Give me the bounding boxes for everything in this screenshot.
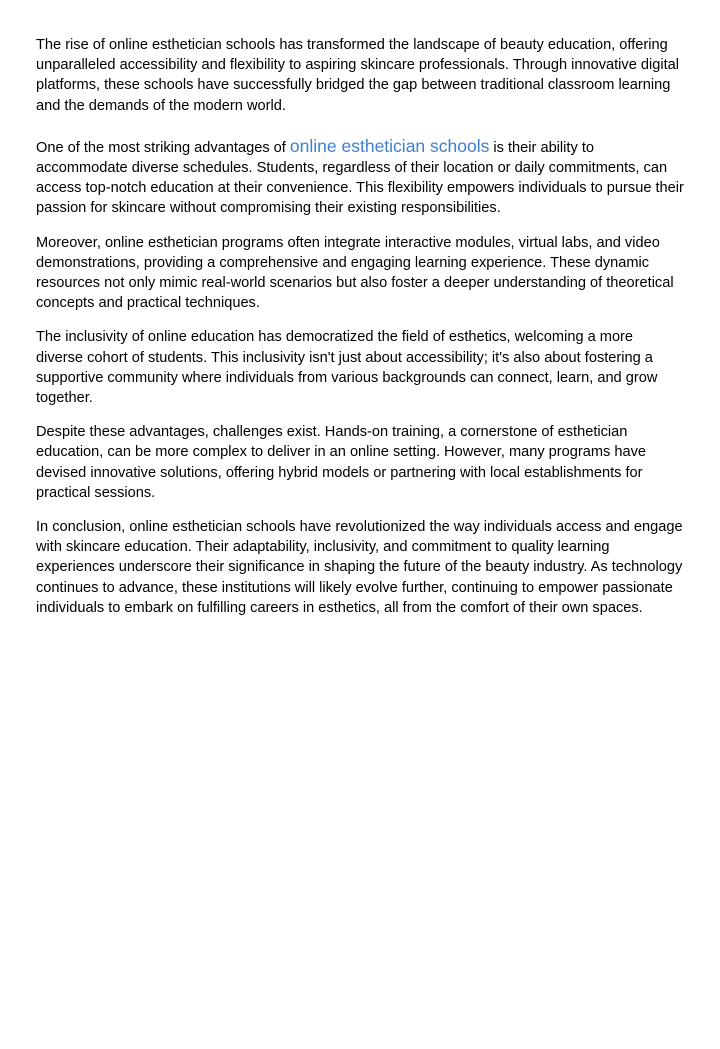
paragraph-advantages (36, 136, 684, 219)
paragraph-conclusion: In conclusion, online esthetician schools have revolutionized the way individuals access and engage with skincare education. Their adaptability, inclusivity, and commitment to quality learning experiences underscore their significance in shaping the future of the beauty industry. As technology continues to advance, these institutions will likely evolve further, continuing to empower passionate individuals to embark on fulfilling careers in esthetics, all from the comfort of their own spaces. (36, 519, 683, 616)
paragraph-challenges: Despite these advantages, challenges exist. Hands-on training, a cornerstone of esthetician education, can be more complex to deliver in an online setting. However, many programs have devised innovative solutions, offering hybrid models or partnering with local establishments for practical sessions. (36, 424, 647, 501)
paragraph-advantages-lead: One of the most striking advantages of (36, 139, 290, 156)
paragraph-advantages-rest: is their ability to accommodate diverse schedules. Students, regardless of their location or daily commitments, can access top-notch education at their convenience. This flexibility empowers individuals to pursue their passion for skincare without compromising their existing responsibilities. (36, 139, 684, 217)
paragraph-interactive-modules: Moreover, online esthetician programs often integrate interactive modules, virtual labs, and video demonstrations, providing a comprehensive and engaging learning experience. These dynamic resources not only mimic real-world scenarios but also foster a deeper understanding of theoretical concepts and practical techniques. (36, 234, 674, 312)
online-esthetician-schools-link[interactable]: online esthetician schools (289, 135, 490, 156)
paragraph-intro: The rise of online esthetician schools has transformed the landscape of beauty education, offering unparalleled accessibility and flexibility to aspiring skincare professionals. Through innovative digital platforms, these schools have successfully bridged the gap between traditional classroom learning and the demands of the modern world. (36, 37, 680, 114)
paragraph-inclusivity: The inclusivity of online education has democratized the field of esthetics, welcoming a more diverse cohort of students. This inclusivity isn't just about accessibility; it's also about fostering a supportive community where individuals from various backgrounds can connect, learn, and grow together. (36, 329, 658, 407)
